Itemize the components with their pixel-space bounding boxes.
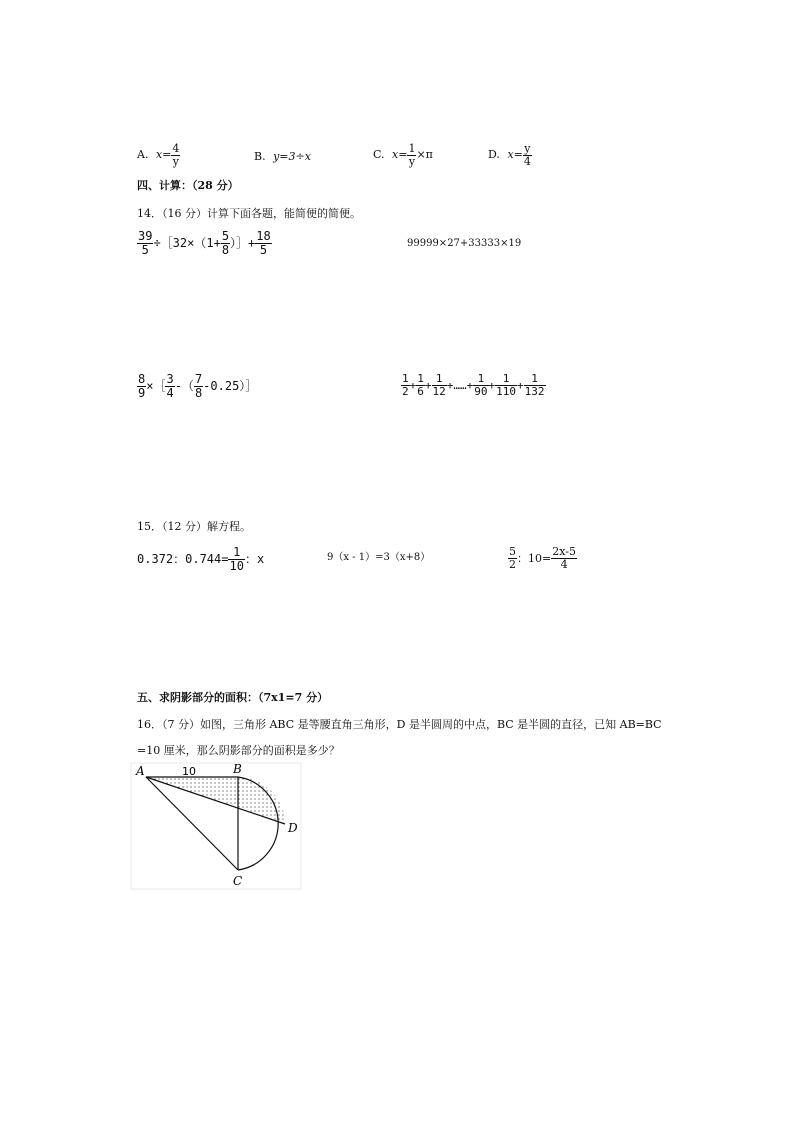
q14-p4-frac4 xyxy=(473,373,488,397)
q14-p1-f3n: 18 xyxy=(256,229,271,243)
q14-p3-frac3 xyxy=(194,373,203,399)
q14-p1-op2: ）］+ xyxy=(230,236,256,251)
q14-p3-op2: -（ xyxy=(174,379,194,394)
q14-p4-f6n: 1 xyxy=(524,373,546,386)
option-a-fraction xyxy=(171,143,180,167)
q15-p3-f1n: 5 xyxy=(509,545,516,558)
q15-problem-1 xyxy=(137,546,264,572)
q14-p4-f1d: 2 xyxy=(402,384,409,398)
option-a-lhs: x xyxy=(155,148,163,162)
q14-p1-frac3 xyxy=(255,230,271,256)
q14-p4-f5d: 110 xyxy=(496,384,516,398)
option-d-lhs: x xyxy=(507,148,514,162)
q15-p3-f2d: 4 xyxy=(560,557,568,571)
option-d-label: D. xyxy=(488,148,500,162)
q14-p4-f5n: 1 xyxy=(495,373,517,386)
q14-p1-frac1 xyxy=(137,230,153,256)
option-d xyxy=(488,143,532,167)
q14-p3-f3d: 8 xyxy=(194,385,203,400)
option-d-fraction xyxy=(523,143,532,167)
option-d-den: 4 xyxy=(523,154,531,168)
q14-p3-f3n: 7 xyxy=(194,372,203,386)
q15-p1-lead: 0.372：0.744= xyxy=(137,552,229,567)
option-a-label: A. xyxy=(137,148,149,162)
q14-p1-f2n: 5 xyxy=(221,229,230,243)
q16-line-2: =10 厘米，那么阴影部分的面积是多少？ xyxy=(137,744,340,757)
q16-figure xyxy=(130,762,305,892)
q14-p4-plus2: + xyxy=(424,378,432,392)
option-c-tail: ×π xyxy=(416,148,433,162)
label-a: A xyxy=(136,764,145,778)
q14-p4-dots: +……+ xyxy=(446,378,474,392)
q14-p3-f2d: 4 xyxy=(166,385,174,400)
q14-p4-f3d: 12 xyxy=(432,384,446,398)
option-a-eq: = xyxy=(162,148,172,162)
q15-p3-frac2 xyxy=(551,546,577,570)
q15-p3-f1d: 2 xyxy=(509,557,516,571)
q14-p4-f2n: 1 xyxy=(417,372,424,385)
option-d-num: y xyxy=(524,142,531,155)
q14-p4-plus5: + xyxy=(517,378,524,392)
option-c-label: C. xyxy=(373,148,385,162)
label-b: B xyxy=(233,762,242,776)
q14-p1-f1n: 39 xyxy=(138,229,153,243)
q14-p1-f1d: 5 xyxy=(141,242,149,257)
q14-p4-plus4: + xyxy=(488,378,496,392)
q14-p1-f3d: 5 xyxy=(259,242,268,257)
q15-p1-tail: ：x xyxy=(244,552,265,567)
option-c xyxy=(373,143,433,167)
option-c-num: 1 xyxy=(408,142,416,155)
option-a-den: y xyxy=(172,154,179,168)
q14-problem-2: 99999×27+33333×19 xyxy=(407,238,522,249)
q14-p4-plus1: + xyxy=(409,378,417,392)
q14-problem-1 xyxy=(137,230,272,256)
q14-p4-frac2 xyxy=(416,373,425,397)
q14-p4-frac5 xyxy=(495,373,517,397)
option-b xyxy=(254,151,311,162)
q15-p1-frac xyxy=(228,546,244,572)
q14-problem-3 xyxy=(137,373,257,399)
q14-p3-f2n: 3 xyxy=(166,372,174,386)
q14-p4-f4n: 1 xyxy=(473,373,488,386)
option-d-eq: = xyxy=(513,148,523,162)
label-ab-length: 10 xyxy=(182,765,196,778)
q14-p3-frac2 xyxy=(165,373,174,399)
q14-p3-op3: -0.25）］ xyxy=(203,379,258,394)
option-c-eq: = xyxy=(398,148,408,162)
q14-p3-frac1 xyxy=(137,373,146,399)
q15-intro: 15．（12 分）解方程。 xyxy=(137,520,251,533)
q14-p4-frac1 xyxy=(401,373,410,397)
label-c: C xyxy=(233,874,243,888)
q16-line-1: 16．（7 分）如图，三角形 ABC 是等腰直角三角形，D 是半圆周的中点，BC 是半圆的直径，已知 AB=BC xyxy=(137,718,662,731)
q14-p1-frac2 xyxy=(221,230,230,256)
q14-p4-f2d: 6 xyxy=(417,384,424,398)
section4-title: 四、计算：（28 分） xyxy=(137,179,239,192)
q14-p3-op1: ×［ xyxy=(146,379,166,394)
q15-p3-mid: ：10= xyxy=(517,551,552,565)
option-a-num: 4 xyxy=(172,142,180,155)
q15-p1-fn: 1 xyxy=(228,546,244,560)
q14-p1-f2d: 8 xyxy=(221,242,230,257)
option-b-label: B. xyxy=(254,150,266,163)
q14-p4-f4d: 90 xyxy=(474,384,488,398)
q15-p3-f2n: 2x-5 xyxy=(552,545,576,558)
option-a xyxy=(137,143,180,167)
option-c-den: y xyxy=(408,154,416,168)
q14-p4-f6d: 132 xyxy=(524,384,545,398)
q15-problem-2: 9（x - 1）=3（x+8） xyxy=(327,552,431,563)
section5-title: 五、求阴影部分的面积：（7x1=7 分） xyxy=(137,691,329,704)
option-c-lhs: x xyxy=(392,148,399,162)
q15-p3-frac1 xyxy=(508,546,517,570)
label-d: D xyxy=(288,821,298,835)
q15-problem-3 xyxy=(508,546,577,570)
q14-p4-frac6 xyxy=(524,373,546,397)
option-b-expr: y=3÷x xyxy=(273,150,311,163)
q14-problem-4 xyxy=(401,373,546,397)
q14-p4-f3n: 1 xyxy=(432,373,447,386)
q14-p3-f1d: 9 xyxy=(138,385,146,400)
q14-p3-f1n: 8 xyxy=(138,372,146,386)
q14-intro: 14．（16 分）计算下面各题，能简便的简便。 xyxy=(137,207,361,220)
q14-p1-op1: ÷［32×（1+ xyxy=(153,236,221,251)
q14-p4-f1n: 1 xyxy=(402,372,409,385)
q15-p1-fd: 10 xyxy=(229,558,244,573)
q14-p4-frac3 xyxy=(432,373,447,397)
